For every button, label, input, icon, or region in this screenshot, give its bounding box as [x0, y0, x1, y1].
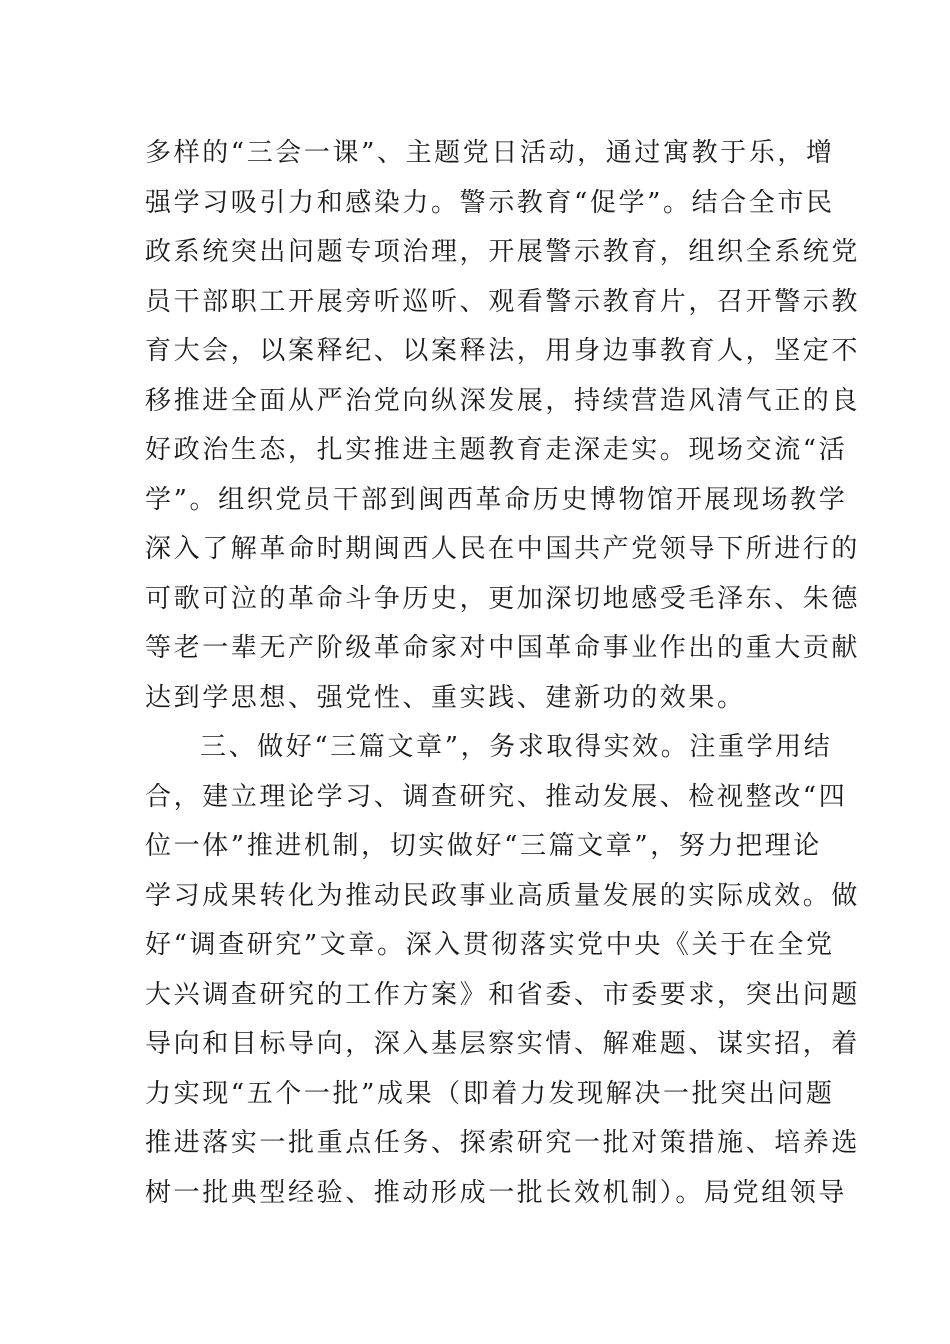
text-line: 导向和目标导向，深入基层察实情、解难题、谋实招，着	[145, 1029, 861, 1059]
text-line: 推进落实一批重点任务、探索研究一批对策措施、培养选	[145, 1128, 861, 1158]
section-heading-line: 三、做好“三篇文章”，务求取得实效。注重学用结	[200, 732, 833, 762]
text-line: 合，建立理论学习、调查研究、推动发展、检视整改“四	[145, 782, 848, 812]
text-line: 可歌可泣的革命斗争历史，更加深切地感受毛泽东、朱德	[145, 584, 861, 614]
text-line: 好政治生态，扎实推进主题教育走深走实。现场交流“活	[145, 435, 848, 465]
text-line: 学习成果转化为推动民政事业高质量发展的实际成效。做	[145, 881, 861, 911]
text-line: 多样的“三会一课”、主题党日活动，通过寓教于乐，增	[145, 138, 835, 168]
text-line: 育大会，以案释纪、以案释法，用身边事教育人，坚定不	[145, 336, 861, 366]
text-line: 树一批典型经验、推动形成一批长效机制）。局党组领导	[145, 1178, 848, 1208]
text-line: 政系统突出问题专项治理，开展警示教育，组织全系统党	[145, 237, 861, 267]
text-line: 好“调查研究”文章。深入贯彻落实党中央《关于在全党	[145, 930, 835, 960]
text-line: 等老一辈无产阶级革命家对中国革命事业作出的重大贡献	[145, 633, 861, 663]
text-line: 学”。组织党员干部到闽西革命历史博物馆开展现场教学	[145, 485, 848, 515]
text-line: 深入了解革命时期闽西人民在中国共产党领导下所进行的	[145, 534, 861, 564]
text-line: 强学习吸引力和感染力。警示教育“促学”。结合全市民	[145, 188, 835, 218]
text-line: 达到学思想、强党性、重实践、建新功的效果。	[145, 683, 746, 713]
text-line: 力实现“五个一批”成果（即着力发现解决一批突出问题	[145, 1079, 835, 1109]
text-line: 员干部职工开展旁听巡听、观看警示教育片，召开警示教	[145, 287, 861, 317]
text-line: 移推进全面从严治党向纵深发展，持续营造风清气正的良	[145, 386, 861, 416]
text-line: 位一体”推进机制，切实做好“三篇文章”，努力把理论	[145, 831, 822, 861]
text-line: 大兴调查研究的工作方案》和省委、市委要求，突出问题	[145, 980, 861, 1010]
